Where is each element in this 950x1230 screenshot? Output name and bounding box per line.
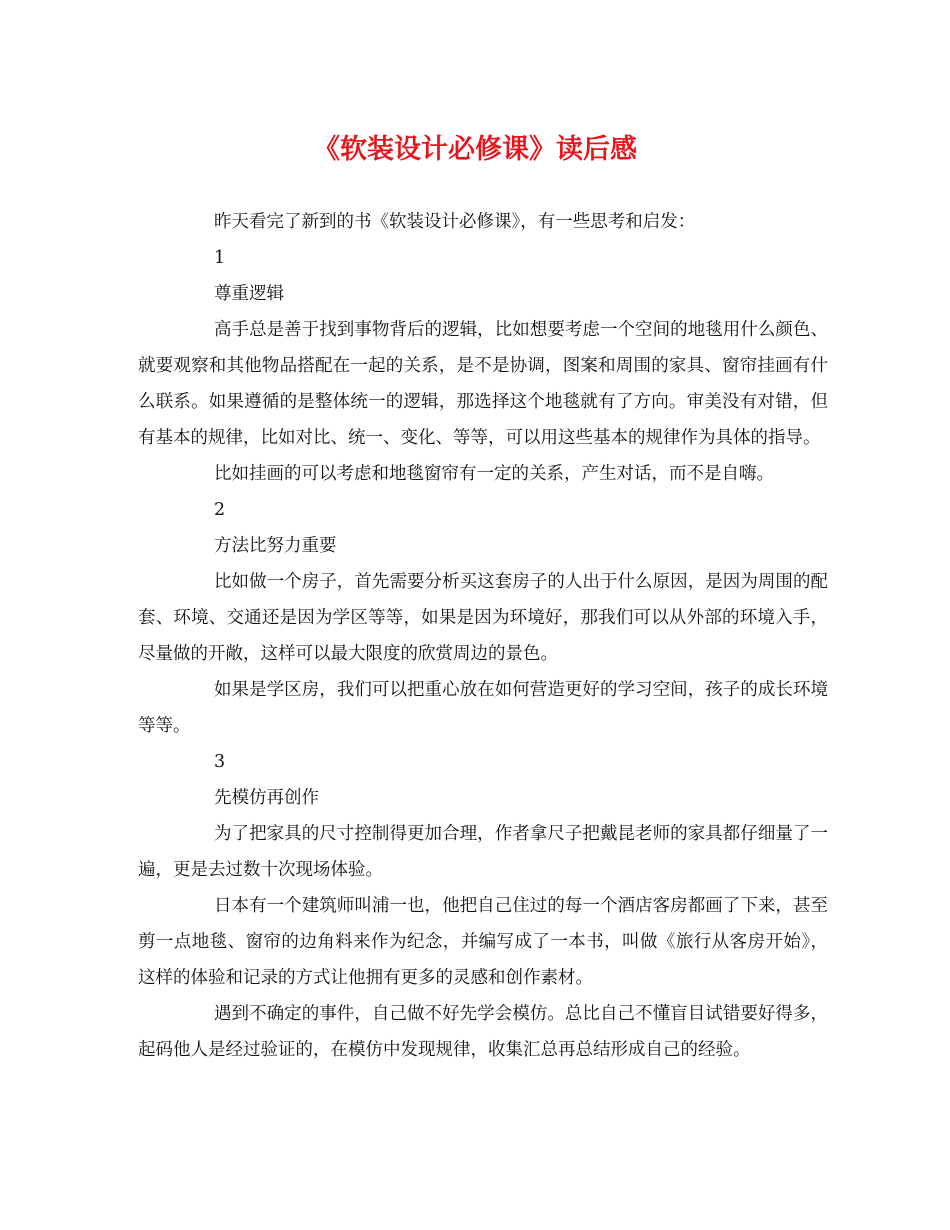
section-2-paragraph-1: 比如做一个房子，首先需要分析买这套房子的人出于什么原因，是因为周围的配套、环境、交通还是因为学区等等，如果是因为环境好，那我们可以从外部的环境入手，尽量做的开敞，这样可以最大限度的欣赏周边的景色。 <box>138 572 828 664</box>
section-1-paragraph-1: 高手总是善于找到事物背后的逻辑，比如想要考虑一个空间的地毯用什么颜色、就要观察和其他物品搭配在一起的关系，是不是协调，图案和周围的家具、窗帘挂画有什么联系。如果遵循的是整体统一的逻辑，那选择这个地毯就有了方向。审美没有对错，但有基本的规律，比如对比、统一、变化、等等，可以用这些基本的规律作为具体的指导。 <box>138 320 828 448</box>
section-number-1: 1 <box>214 248 226 268</box>
intro-paragraph: 昨天看完了新到的书《软装设计必修课》，有一些思考和启发： <box>214 212 696 232</box>
section-heading-2: 方法比努力重要 <box>214 536 337 556</box>
section-number-2: 2 <box>214 500 226 520</box>
document-body <box>138 204 828 1068</box>
document-title: 《软装设计必修课》读后感 <box>313 134 637 165</box>
section-number-3: 3 <box>214 752 226 772</box>
section-3-paragraph-3: 遇到不确定的事件，自己做不好先学会模仿。总比自己不懂盲目试错要好得多，起码他人是经过验证的，在模仿中发现规律，收集汇总再总结形成自己的经验。 <box>138 1004 828 1060</box>
section-2-paragraph-2: 如果是学区房，我们可以把重心放在如何营造更好的学习空间，孩子的成长环境等等。 <box>138 680 828 736</box>
section-heading-3: 先模仿再创作 <box>214 788 319 808</box>
section-heading-1: 尊重逻辑 <box>214 284 284 304</box>
section-1-paragraph-2: 比如挂画的可以考虑和地毯窗帘有一定的关系，产生对话，而不是自嗨。 <box>214 464 774 484</box>
section-3-paragraph-2: 日本有一个建筑师叫浦一也，他把自己住过的每一个酒店客房都画了下来，甚至剪一点地毯、窗帘的边角料来作为纪念，并编写成了一本书，叫做《旅行从客房开始》，这样的体验和记录的方式让他拥有更多的灵感和创作素材。 <box>138 896 828 988</box>
section-3-paragraph-1: 为了把家具的尺寸控制得更加合理，作者拿尺子把戴昆老师的家具都仔细量了一遍，更是去过数十次现场体验。 <box>138 824 828 880</box>
